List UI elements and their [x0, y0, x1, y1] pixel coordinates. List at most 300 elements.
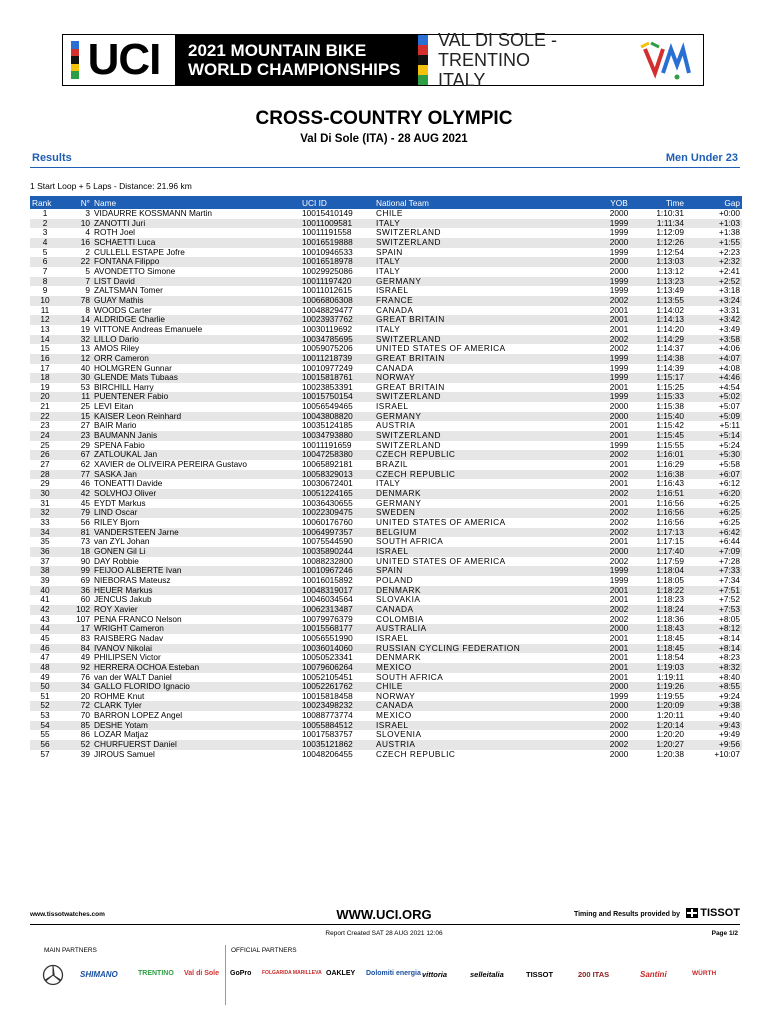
- cell-yob: 1999: [609, 363, 629, 373]
- val-di-sole-event-logo-icon: [633, 35, 703, 85]
- cell-yob: 2002: [600, 605, 638, 615]
- cell-national-team: UNITED STATES OF AMERICA: [376, 556, 506, 566]
- cell-national-team: SWITZERLAND: [374, 431, 600, 441]
- cell-rider-name: SPENA Fabio: [94, 440, 145, 450]
- partner-trentino: TRENTINO: [138, 970, 174, 977]
- cell-gap: +9:56: [686, 740, 742, 750]
- cell-uci-id: 10048206455: [302, 749, 353, 759]
- table-row: [30, 421, 742, 431]
- cell-uci-id: 10015410149: [302, 209, 353, 218]
- cell-yob: 2002: [609, 344, 629, 354]
- cell-uci-id: 10016518978: [300, 257, 374, 267]
- cell-yob: 2001: [600, 431, 638, 441]
- table-row: [30, 663, 742, 673]
- cell-bib: 30: [60, 373, 92, 383]
- cell-bib: 92: [60, 663, 92, 673]
- table-row: [30, 296, 742, 306]
- cell-national-team: ITALY: [376, 324, 401, 334]
- cell-rank: 32: [30, 508, 60, 518]
- cell-yob: 1999: [609, 575, 629, 585]
- cell-national-team: NORWAY: [374, 373, 600, 383]
- cell-national-team: FRANCE: [374, 296, 600, 306]
- cell-national-team: SLOVENIA: [376, 730, 422, 740]
- cell-uci-id: 10052105451: [302, 672, 353, 682]
- cell-national-team: GERMANY: [374, 412, 600, 422]
- cell-yob: 2000: [600, 412, 638, 422]
- cell-uci-id: 10036014060: [300, 644, 374, 654]
- cell-rider-name: IVANOV Nikolai: [92, 644, 300, 654]
- cell-uci-id: 10015568177: [300, 624, 374, 634]
- table-row: [30, 373, 742, 383]
- cell-rank: 52: [30, 701, 60, 711]
- race-info: 1 Start Loop + 5 Laps - Distance: 21.96 km: [30, 181, 192, 191]
- cell-rank: 31: [40, 498, 50, 508]
- cell-rider-name: GUAY Mathis: [92, 296, 300, 306]
- cell-rider-name: VANDERSTEEN Jarne: [92, 528, 300, 538]
- cell-rank: 23: [40, 421, 50, 431]
- table-row: [30, 286, 742, 296]
- cell-rider-name: XAVIER de OLIVEIRA PEREIRA Gustavo: [94, 460, 247, 470]
- cell-uci-id: 10030672401: [302, 479, 353, 489]
- cell-national-team: SWEDEN: [374, 508, 600, 518]
- cell-rider-name: ZATLOUKAL Jan: [92, 450, 300, 460]
- tissot-brand: TISSOT: [700, 907, 740, 919]
- cell-national-team: CANADA: [374, 605, 600, 615]
- cell-bib: 2: [85, 247, 90, 257]
- header-rank: Rank: [30, 196, 60, 209]
- cell-rank: 30: [30, 489, 60, 499]
- cell-national-team: ITALY: [374, 257, 600, 267]
- cell-uci-id: 10016519888: [300, 238, 374, 248]
- tissot-logo: [686, 907, 740, 919]
- cell-yob: 2000: [609, 266, 629, 276]
- cell-bib: 23: [60, 431, 92, 441]
- header-national-team: National Team: [374, 196, 600, 209]
- cell-yob: 2002: [600, 450, 638, 460]
- cell-national-team: GREAT BRITAIN: [376, 382, 445, 392]
- tissot-url[interactable]: www.tissotwatches.com: [30, 911, 105, 918]
- cell-time: 1:16:51: [638, 489, 686, 499]
- mercedes-logo-icon: [42, 964, 64, 988]
- cell-rank: 53: [40, 711, 50, 721]
- cell-time: 1:15:17: [638, 373, 686, 383]
- cell-gap: +8:40: [719, 672, 740, 682]
- cell-yob: 2000: [600, 257, 638, 267]
- cell-uci-id: 10023498232: [300, 701, 374, 711]
- cell-uci-id: 10035124185: [302, 421, 353, 431]
- table-row: [30, 566, 742, 576]
- cell-bib: 73: [80, 537, 90, 547]
- cell-rider-name: RILEY Bjorn: [94, 518, 140, 527]
- cell-rank: 26: [30, 450, 60, 460]
- cell-bib: 10: [60, 219, 92, 229]
- cell-uci-id: 10079976379: [302, 614, 353, 624]
- cell-uci-id: 10015818761: [300, 373, 374, 383]
- cell-national-team: DENMARK: [374, 489, 600, 499]
- cell-bib: 13: [80, 344, 90, 354]
- cell-rider-name: ROY Xavier: [92, 605, 300, 615]
- cell-time: 1:20:20: [656, 730, 684, 740]
- cell-rank: 48: [30, 663, 60, 673]
- cell-bib: 8: [85, 305, 90, 315]
- cell-national-team: CANADA: [374, 701, 600, 711]
- cell-uci-id: 10036430655: [302, 498, 353, 508]
- cell-gap: +8:12: [686, 624, 742, 634]
- cell-gap: +1:03: [686, 219, 742, 229]
- table-row: [30, 518, 742, 528]
- table-row: [30, 257, 742, 267]
- table-row: [30, 644, 742, 654]
- header-name: Name: [92, 196, 300, 209]
- table-row: [30, 615, 742, 625]
- cell-gap: +5:14: [686, 431, 742, 441]
- cell-rider-name: EYDT Markus: [94, 498, 146, 508]
- cell-time: 1:20:38: [656, 749, 684, 759]
- cell-gap: +2:52: [686, 277, 742, 287]
- partner-logos: [40, 964, 740, 994]
- cell-gap: +3:18: [719, 286, 740, 296]
- cell-uci-id: 10034785695: [300, 335, 374, 345]
- cell-time: 1:11:34: [638, 219, 686, 229]
- cell-rider-name: NIEBORAS Mateusz: [94, 575, 171, 585]
- cell-gap: +6:25: [686, 508, 742, 518]
- cell-bib: 84: [60, 644, 92, 654]
- cell-national-team: ISRAEL: [376, 402, 409, 412]
- cell-yob: 1999: [600, 277, 638, 287]
- cell-rank: 36: [30, 547, 60, 557]
- cell-time: 1:18:05: [656, 575, 684, 585]
- table-row: [30, 508, 742, 518]
- cell-time: 1:15:33: [638, 392, 686, 402]
- cell-uci-id: 10056549465: [302, 402, 353, 412]
- cell-gap: +5:58: [719, 460, 740, 470]
- cell-uci-id: 10011009581: [300, 219, 374, 229]
- table-row: [30, 576, 742, 586]
- cell-yob: 2002: [600, 528, 638, 538]
- cell-rider-name: CHURFUERST Daniel: [92, 740, 300, 750]
- table-row: [30, 499, 742, 509]
- partner-oakley: OAKLEY: [326, 970, 356, 977]
- cell-rider-name: HOLMGREN Gunnar: [94, 363, 172, 373]
- cell-time: 1:20:11: [656, 711, 684, 721]
- cell-rank: 28: [30, 470, 60, 480]
- table-row: [30, 547, 742, 557]
- championship-title: [176, 35, 418, 85]
- partner-folgarida: FOLGARIDA MARILLEVA: [262, 970, 322, 976]
- cell-national-team: SOUTH AFRICA: [376, 537, 444, 547]
- cell-yob: 2000: [609, 209, 629, 218]
- cell-uci-id: 10050523341: [302, 653, 353, 663]
- cell-gap: +6:12: [719, 479, 740, 489]
- cell-gap: +4:54: [719, 382, 740, 392]
- cell-rider-name: BAUMANN Janis: [92, 431, 300, 441]
- cell-time: 1:20:14: [638, 721, 686, 731]
- cell-yob: 1999: [600, 373, 638, 383]
- cell-national-team: SWITZERLAND: [376, 440, 441, 450]
- table-row: [30, 605, 742, 615]
- cell-time: 1:13:49: [656, 286, 684, 296]
- cell-rank: 20: [30, 392, 60, 402]
- cell-national-team: MEXICO: [374, 663, 600, 673]
- cell-yob: 2001: [600, 644, 638, 654]
- cell-time: 1:17:40: [638, 547, 686, 557]
- cell-national-team: ISRAEL: [376, 286, 409, 296]
- cell-uci-id: 10058329013: [300, 470, 374, 480]
- cell-bib: 102: [60, 605, 92, 615]
- cell-uci-id: 10046034564: [302, 595, 353, 605]
- cell-yob: 2001: [600, 315, 638, 325]
- cell-yob: 2001: [609, 672, 629, 682]
- table-row: [30, 238, 742, 248]
- table-row: [30, 750, 742, 760]
- cell-national-team: ITALY: [374, 219, 600, 229]
- cell-yob: 2000: [600, 547, 638, 557]
- cell-rank: 5: [42, 247, 48, 257]
- cell-rank: 17: [40, 363, 50, 373]
- partner-tissot: TISSOT: [526, 970, 554, 979]
- cell-yob: 2002: [609, 556, 629, 566]
- cell-gap: +5:07: [719, 402, 740, 412]
- cell-time: 1:14:37: [656, 344, 684, 354]
- cell-rank: 55: [40, 730, 50, 740]
- cell-gap: +3:31: [719, 305, 740, 315]
- cell-bib: 53: [80, 382, 90, 392]
- cell-rider-name: WOODS Carter: [94, 305, 152, 315]
- cell-gap: +8:14: [686, 644, 742, 654]
- table-row: [30, 344, 742, 354]
- table-row: [30, 441, 742, 451]
- table-row: [30, 364, 742, 374]
- cell-national-team: SPAIN: [376, 247, 403, 257]
- cell-time: 1:14:13: [638, 315, 686, 325]
- table-row: [30, 557, 742, 567]
- cell-gap: +3:42: [686, 315, 742, 325]
- cell-national-team: SOUTH AFRICA: [376, 672, 444, 682]
- cell-bib: 56: [80, 518, 90, 527]
- cell-bib: 85: [60, 721, 92, 731]
- cell-rank: 22: [30, 412, 60, 422]
- cell-yob: 1999: [600, 566, 638, 576]
- cell-yob: 2001: [600, 663, 638, 673]
- cell-uci-id: 10048319017: [300, 586, 374, 596]
- cell-time: 1:19:26: [638, 682, 686, 692]
- cell-bib: 14: [60, 315, 92, 325]
- cell-rider-name: ROTH Joel: [94, 228, 136, 238]
- cell-rank: 56: [30, 740, 60, 750]
- partner-vittoria: vittoria: [422, 970, 448, 979]
- cell-rider-name: LIND Oscar: [92, 508, 300, 518]
- cell-rider-name: HEUER Markus: [92, 586, 300, 596]
- cell-time: 1:12:26: [638, 238, 686, 248]
- official-partners-label: OFFICIAL PARTNERS: [231, 947, 297, 954]
- cell-yob: 2001: [609, 479, 629, 489]
- cell-bib: 15: [60, 412, 92, 422]
- cell-rank: 19: [40, 382, 50, 392]
- cell-time: 1:16:38: [638, 470, 686, 480]
- cell-rider-name: LOZAR Matjaz: [94, 730, 149, 740]
- cell-rider-name: LIST David: [92, 277, 300, 287]
- cell-bib: 34: [60, 682, 92, 692]
- cell-yob: 2002: [600, 508, 638, 518]
- cell-yob: 2002: [600, 335, 638, 345]
- cell-uci-id: 10048829477: [302, 305, 353, 315]
- header-gap: Gap: [686, 196, 742, 209]
- cell-rank: 14: [30, 335, 60, 345]
- cell-national-team: GREAT BRITAIN: [374, 315, 600, 325]
- cell-gap: +7:53: [686, 605, 742, 615]
- cell-rank: 40: [30, 586, 60, 596]
- table-row: [30, 701, 742, 711]
- cell-rank: 34: [30, 528, 60, 538]
- partner-selleitalia: selleitalia: [470, 970, 504, 979]
- table-row: [30, 673, 742, 683]
- partner-dolomiti: Dolomiti energia: [366, 970, 421, 977]
- cell-rank: 7: [42, 266, 48, 276]
- cell-rider-name: AMOS Riley: [94, 344, 140, 354]
- cell-gap: +8:14: [719, 633, 740, 643]
- event-banner: [62, 30, 704, 90]
- cell-bib: 52: [60, 740, 92, 750]
- cell-uci-id: 10029925086: [302, 266, 353, 276]
- cell-yob: 2002: [600, 470, 638, 480]
- cell-yob: 1999: [600, 219, 638, 229]
- venue-line-2: ITALY: [438, 70, 486, 90]
- cell-gap: +9:49: [719, 730, 740, 740]
- table-row: [30, 267, 742, 277]
- cell-uci-id: 10052261762: [300, 682, 374, 692]
- cell-rank: 57: [40, 749, 50, 759]
- cell-yob: 2002: [600, 296, 638, 306]
- cell-uci-id: 10060176760: [302, 518, 353, 527]
- cell-rank: 37: [40, 556, 50, 566]
- cell-yob: 2001: [609, 421, 629, 431]
- cell-gap: +6:07: [686, 470, 742, 480]
- cell-rider-name: CLARK Tyler: [92, 701, 300, 711]
- cell-yob: 1999: [609, 247, 629, 257]
- cell-gap: +6:44: [719, 537, 740, 547]
- table-row: [30, 682, 742, 692]
- cell-bib: 107: [76, 614, 90, 624]
- cell-national-team: GREAT BRITAIN: [374, 354, 600, 364]
- cell-national-team: CANADA: [376, 305, 414, 315]
- cell-gap: +8:32: [686, 663, 742, 673]
- cell-yob: 2002: [600, 721, 638, 731]
- table-row: [30, 325, 742, 335]
- table-row: [30, 740, 742, 750]
- cell-yob: 2000: [600, 238, 638, 248]
- cell-rank: 49: [40, 672, 50, 682]
- cell-rank: 18: [30, 373, 60, 383]
- cell-rank: 41: [40, 595, 50, 605]
- cell-yob: 2000: [600, 682, 638, 692]
- cell-uci-id: 10088232800: [302, 556, 353, 566]
- uci-logo: [63, 35, 176, 85]
- table-row: [30, 624, 742, 634]
- cell-uci-id: 10075544590: [302, 537, 353, 547]
- cell-uci-id: 10064997357: [300, 528, 374, 538]
- cell-yob: 2001: [609, 460, 629, 470]
- cell-rank: 54: [30, 721, 60, 731]
- cell-rider-name: GALLO FLORIDO Ignacio: [92, 682, 300, 692]
- cell-rider-name: FONTANA Filippo: [92, 257, 300, 267]
- table-row: [30, 450, 742, 460]
- cell-rider-name: HERRERA OCHOA Esteban: [92, 663, 300, 673]
- cell-yob: 2000: [600, 624, 638, 634]
- cell-uci-id: 10035890244: [300, 547, 374, 557]
- header-divider: [30, 167, 740, 168]
- table-row: [30, 634, 742, 644]
- cell-yob: 2000: [600, 701, 638, 711]
- swiss-cross-icon: [686, 908, 698, 918]
- table-row: [30, 248, 742, 258]
- partner-santini: Santini: [640, 970, 667, 979]
- cell-bib: 17: [60, 624, 92, 634]
- cell-rank: 12: [30, 315, 60, 325]
- cell-rank: 33: [40, 518, 50, 527]
- cell-yob: 2001: [609, 498, 629, 508]
- cell-time: 1:19:55: [656, 691, 684, 701]
- cell-gap: +9:38: [686, 701, 742, 711]
- cell-national-team: COLOMBIA: [376, 614, 424, 624]
- table-row: [30, 653, 742, 663]
- cell-bib: 49: [80, 653, 90, 663]
- cell-bib: 4: [85, 228, 90, 238]
- cell-bib: 18: [60, 547, 92, 557]
- cell-rider-name: PUENTENER Fabio: [92, 392, 300, 402]
- timing-credit: Timing and Results provided by: [573, 911, 680, 918]
- cell-gap: +9:24: [719, 691, 740, 701]
- cell-uci-id: 10088773774: [302, 711, 353, 721]
- cell-rank: 44: [30, 624, 60, 634]
- cell-yob: 1999: [609, 228, 629, 238]
- cell-time: 1:13:23: [638, 277, 686, 287]
- cell-gap: +4:06: [719, 344, 740, 354]
- cell-rank: 2: [30, 219, 60, 229]
- cell-yob: 2001: [609, 633, 629, 643]
- cell-rider-name: ALDRIDGE Charlie: [92, 315, 300, 325]
- cell-national-team: GERMANY: [374, 277, 600, 287]
- cell-rank: 46: [30, 644, 60, 654]
- cell-rider-name: LILLO Dario: [92, 335, 300, 345]
- cell-rider-name: ROHME Knut: [94, 691, 145, 701]
- table-row: [30, 335, 742, 345]
- table-row: [30, 460, 742, 470]
- cell-rank: 3: [42, 228, 48, 238]
- cell-rider-name: WRIGHT Cameron: [92, 624, 300, 634]
- cell-rider-name: ZALTSMAN Tomer: [94, 286, 163, 296]
- cell-uci-id: 10011218739: [300, 354, 374, 364]
- cell-national-team: BELGIUM: [374, 528, 600, 538]
- cell-uci-id: 10062313487: [300, 605, 374, 615]
- cell-rider-name: JIROUS Samuel: [94, 749, 155, 759]
- cell-bib: 22: [60, 257, 92, 267]
- table-row: [30, 306, 742, 316]
- cell-time: 1:13:03: [638, 257, 686, 267]
- cell-yob: 2001: [609, 305, 629, 315]
- cell-bib: 60: [80, 595, 90, 605]
- table-row: [30, 586, 742, 596]
- cell-national-team: DENMARK: [376, 653, 421, 663]
- cell-uci-id: 10011197420: [300, 277, 374, 287]
- uci-url[interactable]: WWW.UCI.ORG: [336, 907, 432, 922]
- cell-gap: +5:30: [686, 450, 742, 460]
- cell-national-team: ITALY: [376, 266, 401, 276]
- cell-rider-name: GLENDE Mats Tubaas: [92, 373, 300, 383]
- header-bib: N°: [60, 196, 92, 209]
- cell-time: 1:20:27: [638, 740, 686, 750]
- cell-rank: 39: [40, 575, 50, 585]
- cell-rider-name: van ZYL Johan: [94, 537, 150, 547]
